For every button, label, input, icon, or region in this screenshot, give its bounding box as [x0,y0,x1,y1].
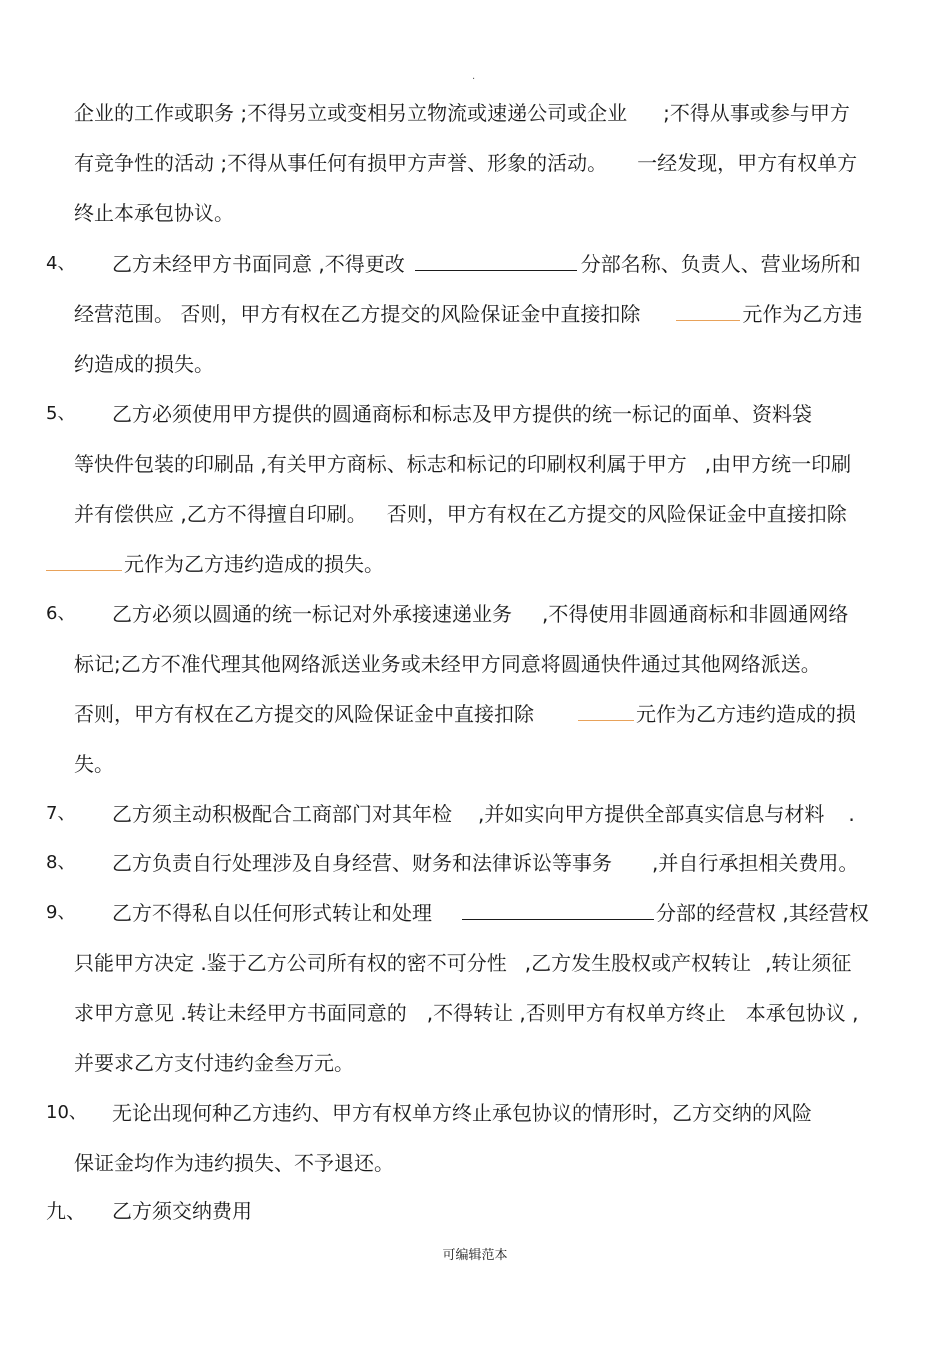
item-10-line-1: 无论出现何种乙方违约、甲方有权单方终止承包协议的情形时，乙方交纳的风险 [112,1101,812,1125]
item-8-line-b: ,并自行承担相关费用。 [652,851,859,875]
item-9-line-2a: 只能甲方决定 .鉴于乙方公司所有权的密不可分性 [74,951,507,975]
item-8-line-a: 乙方负责自行处理涉及自身经营、财务和法律诉讼等事务 [112,851,612,875]
item-10-number: 10、 [46,1102,87,1123]
intro-line-3: 终止本承包协议。 [74,201,234,225]
item-9-line-4: 并要求乙方支付违约金叁万元。 [74,1051,354,1075]
item-9-line-3 [74,1001,859,1025]
item-6-line-3a: 否则，甲方有权在乙方提交的风险保证金中直接扣除 [74,702,534,726]
item-4-line-1a: 乙方未经甲方书面同意 ,不得更改 [112,252,405,276]
item-5-line-2 [74,452,851,476]
item-5-line-2b: ,由甲方统一印刷 [704,452,852,476]
item-8-number: 8、 [46,852,76,873]
item-9-blank-branch[interactable] [462,901,654,920]
item-5-number: 5、 [46,403,76,424]
item-6-line-3 [74,702,856,726]
item-9-line-1 [112,901,869,925]
item-9-line-2c: ,转让须征 [765,951,852,975]
item-7-line-b: ,并如实向甲方提供全部真实信息与材料 [478,802,825,826]
item-6-line-2: 标记;乙方不准代理其他网络派送业务或未经甲方同意将圆通快件通过其他网络派送。 [74,652,821,676]
item-7-line-c: . [848,802,855,826]
item-6-line-4: 失。 [74,752,114,776]
intro-line-1b: ;不得从事或参与甲方 [663,101,850,125]
item-5-blank-amount[interactable] [46,552,122,571]
item-4-line-3: 约造成的损失。 [74,352,214,376]
item-4-line-1 [112,252,861,276]
item-7-number: 7、 [46,803,76,824]
item-7-line [112,802,855,826]
item-4-line-2b: 元作为乙方违 [742,302,863,326]
item-6-line-1 [112,602,848,626]
item-4-blank-branch[interactable] [415,252,577,271]
item-4-number: 4、 [46,253,76,274]
item-9-line-1b: 分部的经营权 ,其经营权 [656,901,869,925]
item-6-blank-amount[interactable] [578,702,634,721]
item-8-line [112,851,858,875]
item-5-line-3b: 否则，甲方有权在乙方提交的风险保证金中直接扣除 [386,502,847,526]
item-7-line-a: 乙方须主动积极配合工商部门对其年检 [112,802,452,826]
section-9-heading: 乙方须交纳费用 [112,1199,252,1223]
header-mark: . [472,71,476,82]
item-6-number: 6、 [46,603,76,624]
item-4-line-1b: 分部名称、负责人、营业场所和 [580,252,861,276]
item-4-line-2a: 经营范围。 否则，甲方有权在乙方提交的风险保证金中直接扣除 [74,302,641,326]
item-5-line-4-text: 元作为乙方违约造成的损失。 [124,552,384,576]
item-9-line-2 [74,951,851,975]
intro-line-1a: 企业的工作或职务 ;不得另立或变相另立物流或速递公司或企业 [74,101,628,125]
intro-line-2 [74,151,857,175]
intro-line-2a: 有竞争性的活动 ;不得从事任何有损甲方声誉、形象的活动。 [74,151,608,175]
item-5-line-2a: 等快件包装的印刷品 ,有关甲方商标、标志和标记的印刷权利属于甲方 [74,452,687,476]
intro-line-1 [74,101,850,125]
section-9-number: 九、 [46,1199,86,1223]
item-6-line-3b: 元作为乙方违约造成的损 [636,702,856,726]
item-9-line-2b: ,乙方发生股权或产权转让 [524,951,752,975]
item-5-line-3a: 并有偿供应 ,乙方不得擅自印刷。 [74,502,367,526]
item-5-line-3 [74,502,847,526]
item-6-line-1a: 乙方必须以圆通的统一标记对外承接速递业务 [112,602,512,626]
footer-note: 可编辑范本 [442,1248,508,1263]
item-10-line-2: 保证金均作为违约损失、不予退还。 [74,1151,394,1175]
item-9-line-3c: 本承包协议 , [745,1001,859,1025]
item-4-blank-amount[interactable] [676,302,740,321]
item-6-line-1b: ,不得使用非圆通商标和非圆通网络 [542,602,849,626]
item-9-number: 9、 [46,902,76,923]
item-9-line-1a: 乙方不得私自以任何形式转让和处理 [112,901,432,925]
item-4-line-2 [74,302,862,326]
item-9-line-3b: ,不得转让 ,否则甲方有权单方终止 [426,1001,726,1025]
item-5-line-1: 乙方必须使用甲方提供的圆通商标和标志及甲方提供的统一标记的面单、资料袋 [112,402,812,426]
item-9-line-3a: 求甲方意见 .转让未经甲方书面同意的 [74,1001,407,1025]
intro-line-2b: 一经发现，甲方有权单方 [637,151,858,175]
item-5-line-4 [46,552,384,576]
